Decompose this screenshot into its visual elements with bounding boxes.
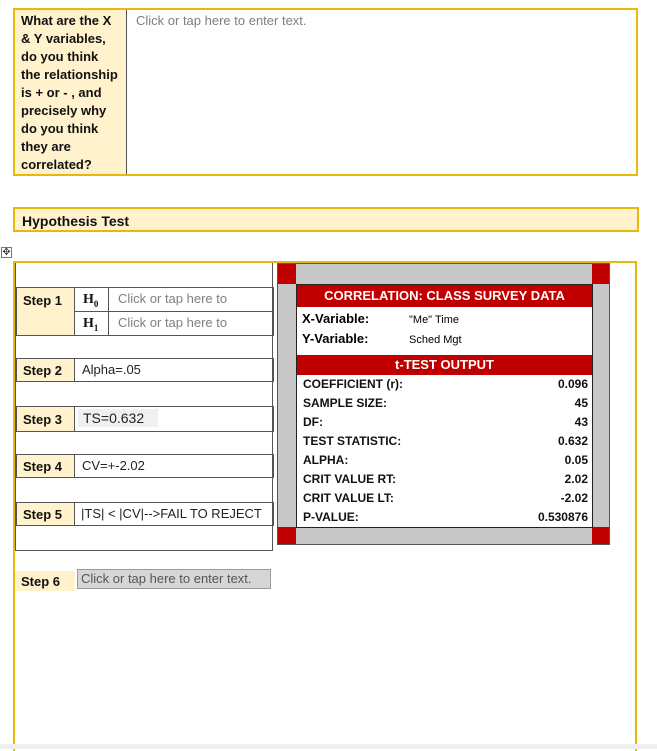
y-var-value: Sched Mgt <box>409 334 462 346</box>
row-value: 43 <box>574 415 588 429</box>
row-key: ALPHA: <box>303 453 349 467</box>
h0-subscript: 0 <box>93 298 99 309</box>
output-rows <box>297 375 592 527</box>
row-key: SAMPLE SIZE: <box>303 396 388 410</box>
row-test-statistic <box>297 432 592 451</box>
h1-subscript: 1 <box>93 322 99 333</box>
step6-label: Step 6 <box>15 571 75 591</box>
corner-tr <box>592 264 609 284</box>
step1-label <box>16 287 75 336</box>
h0-input[interactable]: Click or tap here to <box>108 287 274 312</box>
row-key: TEST STATISTIC: <box>303 434 402 448</box>
x-var-label: X-Variable: <box>302 311 370 326</box>
step3-value[interactable]: TS=0.632 <box>78 409 158 427</box>
h1-letter: H <box>83 316 94 331</box>
row-value: 0.05 <box>564 453 588 467</box>
row-value: 0.096 <box>557 377 588 391</box>
step1-label-text: Step 1 <box>23 293 63 308</box>
step3-label: Step 3 <box>16 406 75 432</box>
y-var-label: Y-Variable: <box>302 331 369 346</box>
bottom-edge <box>0 744 657 749</box>
step5-value[interactable]: |TS| < |CV|-->FAIL TO REJECT <box>74 502 274 526</box>
row-alpha <box>297 451 592 470</box>
row-key: P-VALUE: <box>303 510 359 524</box>
h1-symbol <box>74 311 109 336</box>
variables-block <box>297 311 592 351</box>
step2-label: Step 2 <box>16 358 75 382</box>
hypothesis-test-header: Hypothesis Test <box>13 207 639 232</box>
question-table <box>13 8 638 176</box>
sheet-body <box>296 284 593 528</box>
row-key: CRIT VALUE LT: <box>303 491 394 505</box>
step4-value[interactable]: CV=+-2.02 <box>74 454 274 478</box>
row-value: 0.530876 <box>537 510 588 524</box>
row-df <box>297 413 592 432</box>
row-crit-rt <box>297 470 592 489</box>
row-value: 2.02 <box>564 472 588 486</box>
row-crit-lt <box>297 489 592 508</box>
sheet-title: CORRELATION: CLASS SURVEY DATA <box>297 285 592 307</box>
question-label: What are the X & Y variables, do you think the relationship is + or - , and precisely why do you think they are correlated? <box>15 10 127 174</box>
corner-br <box>592 527 609 544</box>
question-answer-field[interactable]: Click or tap here to enter text. <box>136 13 307 28</box>
x-var-value: "Me" Time <box>409 314 459 326</box>
row-sample-size <box>297 394 592 413</box>
step6-input[interactable]: Click or tap here to enter text. <box>77 569 271 589</box>
row-key: COEFFICIENT (r): <box>303 377 403 391</box>
row-key: CRIT VALUE RT: <box>303 472 397 486</box>
corner-tl <box>278 264 296 284</box>
table-move-handle-icon[interactable]: ✥ <box>2 247 11 258</box>
steps-table <box>15 263 273 551</box>
step5-label: Step 5 <box>16 502 75 526</box>
row-coefficient <box>297 375 592 394</box>
row-value: 45 <box>574 396 588 410</box>
spreadsheet-embed[interactable] <box>277 263 610 545</box>
step3-value-cell <box>74 406 274 432</box>
row-value: 0.632 <box>557 434 588 448</box>
row-p-value <box>297 508 592 527</box>
row-value: -2.02 <box>560 491 588 505</box>
output-title: t-TEST OUTPUT <box>297 355 592 375</box>
corner-bl <box>278 527 296 544</box>
step4-label: Step 4 <box>16 454 75 478</box>
step2-value[interactable]: Alpha=.05 <box>74 358 274 382</box>
row-key: DF: <box>303 415 323 429</box>
h1-input[interactable]: Click or tap here to <box>108 311 274 336</box>
h0-symbol <box>74 287 109 312</box>
h0-letter: H <box>83 292 94 307</box>
